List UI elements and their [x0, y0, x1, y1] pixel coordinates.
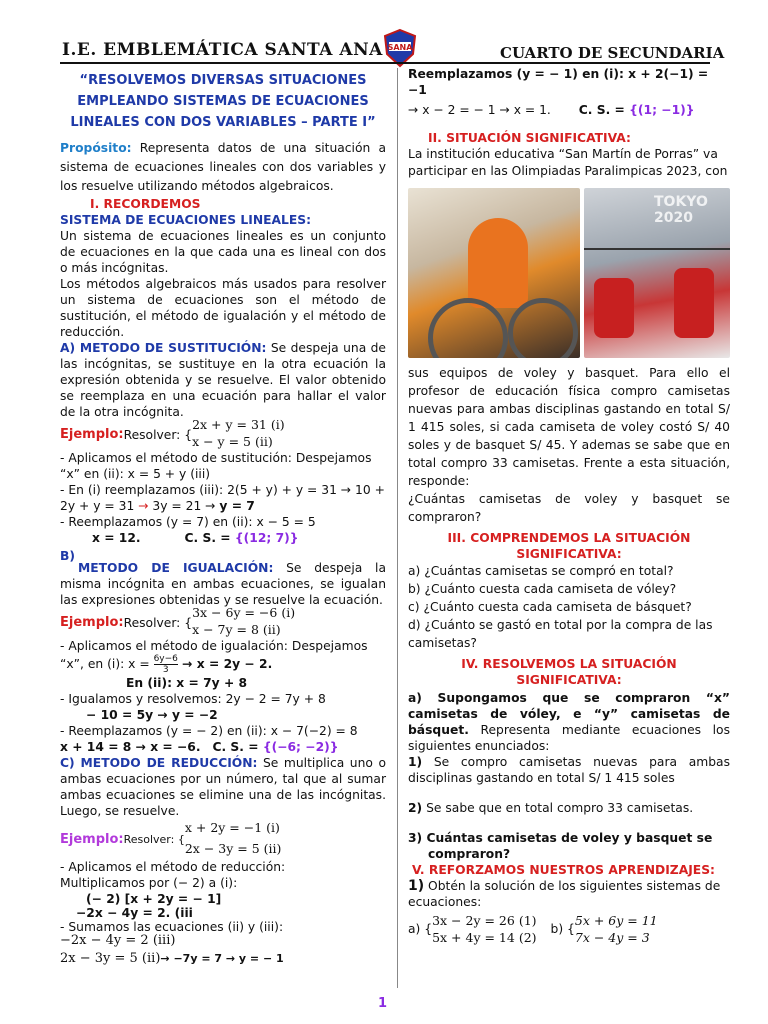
cs-label: C. S. = [212, 740, 263, 754]
method-b-letter: B) [60, 549, 75, 563]
arrow-icon: → [138, 499, 149, 513]
exercise-b-label: b) { [550, 922, 575, 936]
right-solution-set: {(1; −1)} [629, 103, 695, 117]
example-label: Ejemplo: [60, 427, 124, 442]
system-b [192, 604, 295, 638]
volleyball-photo [584, 188, 730, 358]
section-1-heading: I. RECORDEMOS [90, 197, 201, 211]
method-c-step-8: → −7y = 7 → y = − 1 [160, 952, 284, 965]
exercise-a-eq1: 3x − 2y = 26 (1) [432, 913, 537, 928]
method-b-result [60, 739, 386, 755]
net-line [584, 248, 730, 250]
method-c-step-5: - Sumamos las ecuaciones (ii) y (iii): [60, 920, 284, 934]
method-c-step-7-text: 2x − 3y = 5 (ii) [60, 951, 161, 966]
resolve-a [408, 690, 730, 754]
purpose [60, 139, 386, 196]
method-b [60, 560, 386, 608]
method-c-step-7 [60, 951, 386, 967]
exercise-a-label: a) { [408, 922, 433, 936]
method-a-text: Se despeja una de las incógnitas, se sustituye en la otra ecuación la expresión obtenida y se resuelve. El valor obtenido se reemplaza en una ecuación para hallar el valor de la otra incógnita. [60, 341, 386, 419]
method-c-step-4: −2x − 4y = 2. (iii [76, 906, 193, 920]
example-b [60, 605, 386, 638]
question-c: c) ¿Cuánto cuesta cada camiseta de básquet? [408, 600, 692, 614]
section-2-heading: II. SITUACIÓN SIGNIFICATIVA: [428, 131, 631, 145]
purpose-label: Propósito: [60, 141, 132, 155]
resolve-1 [408, 754, 730, 786]
resolve-2-number: 2) [408, 801, 423, 815]
method-c-step-3: (− 2) [x + 2y = − 1] [86, 892, 222, 906]
method-b-text: Se despeja la misma incógnita en ambas ecuaciones, se igualan las expresiones obtenidas y se resuelve la ecuación. [60, 561, 387, 607]
method-a-label: A) METODO DE SUSTITUCIÓN: [60, 341, 267, 355]
resolver-label: Resolver: { [123, 616, 193, 630]
example-c [60, 821, 386, 859]
resolve-3: 3) Cuántas camisetas de voley y basquet se compraron? [408, 831, 713, 861]
document-title: “RESOLVEMOS DIVERSAS SITUACIONES EMPLEANDO SISTEMAS DE ECUACIONES LINEALES CON DOS VARIABLES – PARTE I” [70, 73, 376, 130]
method-c-step-1: - Aplicamos el método de reducción: [60, 860, 286, 874]
fraction-denominator: 3 [162, 665, 169, 675]
question-a: a) ¿Cuántas camisetas se compró en total? [408, 564, 674, 578]
resolve-1-number: 1) [408, 755, 423, 769]
exercise-a-eq2: 5x + 4y = 14 (2) [432, 930, 537, 945]
method-c-step-2: Multiplicamos por (− 2) a (i): [60, 876, 238, 890]
method-c-label: C) METODO DE REDUCCIÓN: [60, 756, 258, 770]
method-a [60, 340, 386, 420]
fraction [154, 654, 178, 675]
situation-intro: La institución educativa “San Martín de Porras” va participar en las Olimpiadas Paralimpicas 2023, con [408, 147, 728, 178]
grade-title: CUARTO DE SECUNDARIA [500, 44, 725, 62]
method-b-label: METODO DE IGUALACIÓN: [78, 561, 274, 575]
resolve-1-text: Se compro camisetas nuevas para ambas disciplinas gastando en total S/ 1 415 soles [408, 755, 730, 785]
method-a-step-3: - Reemplazamos (y = 7) en (ii): x − 5 = 5 [60, 515, 316, 529]
player-shape [594, 278, 634, 338]
method-a-step-2-end: 3y = 21 → [148, 499, 220, 513]
method-b-step-1-end: → x = 2y − 2. [177, 657, 273, 671]
method-b-step-2: En (ii): x = 7y + 8 [126, 676, 248, 690]
method-a-step-2 [60, 482, 386, 514]
resolve-2 [408, 800, 730, 816]
question-b: b) ¿Cuánto cuesta cada camiseta de vóley? [408, 582, 677, 596]
situation-text: sus equipos de voley y basquet. Para ello el profesor de educación física compro camisetas nuevas para ambas disciplinas gastando en total S/ 1 415 soles, si cada camiseta de voley costó S/ 40 soles y de basquet S/ 45. Y ademas se sabe que en total compro 33 camisetas. Frente a esta situación, responde: [408, 366, 730, 488]
subtitle: SISTEMA DE ECUACIONES LINEALES: [60, 213, 312, 227]
player-shape [674, 268, 714, 338]
example-a [60, 417, 386, 450]
photo-strip [408, 188, 730, 358]
method-b-step-5: - Reemplazamos (y = − 2) en (ii): x − 7(−2) = 8 [60, 724, 358, 738]
section-3-heading: III. COMPRENDEMOS LA SITUACIÓN SIGNIFICATIVA: [447, 531, 691, 561]
exercise-b-eq2: 7x − 4y = 3 [574, 930, 650, 945]
exercise-1-text: Obtén la solución de los siguientes sistemas de ecuaciones: [408, 879, 721, 909]
player-shape [468, 218, 528, 308]
system-c-eq2: 2x − 3y = 5 (ii) [184, 841, 282, 856]
method-c-step-6: −2x − 4y = 2 (iii) [60, 933, 176, 948]
system-b-eq2: x − 7y = 8 (ii) [192, 622, 281, 637]
basketball-photo [408, 188, 580, 358]
exercise-1 [408, 878, 730, 910]
left-column [60, 70, 386, 967]
right-step-1: Reemplazamos (y = − 1) en (i): x + 2(−1) = −1 [408, 67, 709, 97]
exercise-systems [408, 912, 730, 946]
method-b-step-3: - Igualamos y resolvemos: 2y − 2 = 7y + 8 [60, 692, 326, 706]
method-a-solution-set: {(12; 7)} [234, 531, 299, 545]
method-c [60, 755, 386, 819]
method-b-step-6: x + 14 = 8 → x = −6. [60, 740, 201, 754]
right-column [408, 66, 730, 946]
method-a-result [92, 530, 386, 546]
system-c-eq1: x + 2y = −1 (i) [184, 820, 280, 835]
method-b-step-4: − 10 = 5y → y = −2 [86, 708, 218, 722]
section-5-heading: V. REFORZAMOS NUESTROS APRENDIZAJES: [412, 863, 715, 877]
comprehension-questions [408, 562, 730, 652]
resolve-a-bold: a) Supongamos que se compraron “x” camisetas de vóley, e “y” camisetas de básquet. [408, 691, 730, 737]
purpose-text: Representa datos de una situación a sistema de ecuaciones lineales con dos variables y los resuelve utilizando métodos algebraicos. [60, 141, 386, 193]
method-b-step-1 [60, 638, 386, 675]
cs-label: C. S. = [184, 531, 235, 545]
system-a-eq1: 2x + y = 31 (i) [192, 417, 285, 432]
intro-2: Los métodos algebraicos más usados para resolver un sistema de ecuaciones son el método de sustitución, el método de igualación y el método de reducción. [60, 277, 386, 339]
method-a-step-1: - Aplicamos el método de sustitución: Despejamos “x” en (ii): x = 5 + y (iii) [60, 451, 372, 481]
exercise-b-eq1: 5x + 6y = 11 [574, 913, 658, 928]
section-4-heading: IV. RESOLVEMOS LA SITUACIÓN SIGNIFICATIVA: [461, 657, 677, 687]
method-a-step-2-text: - En (i) reemplazamos (iii): 2(5 + y) + y = 31 → 10 + 2y + y = 31 [60, 483, 385, 513]
question-d: d) ¿Cuánto se gastó en total por la compra de las camisetas? [408, 618, 713, 650]
system-a-eq2: x − y = 5 (ii) [192, 434, 273, 449]
method-a-y-value: y = 7 [219, 499, 255, 513]
system-c [185, 817, 282, 859]
system-a [192, 416, 285, 450]
method-b-solution-set: {(−6; −2)} [262, 740, 339, 754]
right-step-2 [408, 102, 730, 118]
school-name: I.E. EMBLEMÁTICA SANTA ANA [62, 40, 383, 60]
system-b-eq1: 3x − 6y = −6 (i) [192, 605, 296, 620]
exercise-b-system [575, 912, 658, 946]
exercise-1-number: 1) [408, 878, 425, 894]
intro-1: Un sistema de ecuaciones lineales es un conjunto de ecuaciones en la que cada una es lineal con dos o más incógnitas. [60, 229, 386, 275]
example-label: Ejemplo: [60, 615, 124, 630]
method-c-text: Se multiplica uno o ambas ecuaciones por un número, tal que al sumar ambas ecuaciones se elimine una de las incógnitas. Luego, se resuelve. [60, 756, 386, 818]
resolve-2-text: Se sabe que en total compro 33 camisetas. [422, 801, 694, 815]
example-label: Ejemplo: [60, 832, 124, 847]
resolver-label: Resolver: { [123, 833, 185, 846]
logo-text: SANA [387, 43, 413, 52]
wheel-shape [508, 298, 578, 358]
method-a-x-value: x = 12. [92, 531, 141, 545]
column-divider [397, 68, 398, 988]
header-rule [60, 62, 710, 64]
photo-watermark: TOKYO 2020 [654, 194, 708, 226]
cs-label: C. S. = [578, 103, 630, 117]
situation-question: ¿Cuántas camisetas de voley y basquet se compraron? [408, 492, 730, 524]
fraction-numerator: 6y−6 [153, 654, 178, 664]
page-number: 1 [378, 996, 388, 1011]
right-step-2-text: → x − 2 = − 1 → x = 1. [408, 103, 551, 117]
method-b-step-1-text: - Aplicamos el método de igualación: Despejamos “x”, en (i): x = [60, 639, 368, 671]
exercise-a-system [432, 912, 536, 946]
resolve-a-tail: Representa mediante ecuaciones los siguientes enunciados: [408, 723, 730, 753]
resolver-label: Resolver: { [123, 428, 193, 442]
